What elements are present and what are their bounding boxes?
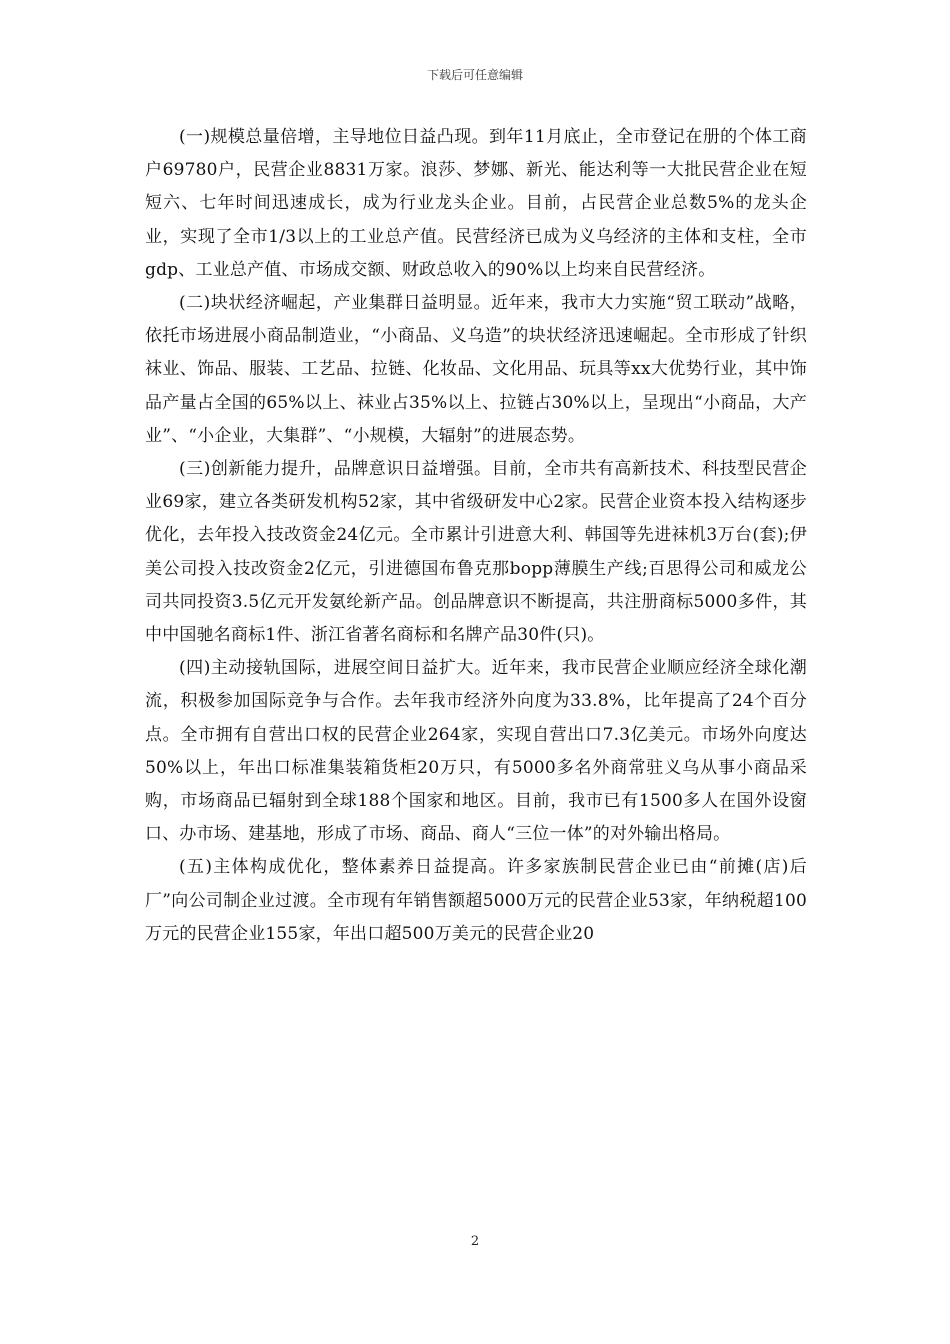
paragraph-5: (五)主体构成优化，整体素养日益提高。许多家族制民营企业已由“前摊(店)后厂”向公司制企业过渡。全市现有年销售额超5000万元的民营企业53家，年纳税超100万元的民营企业155家，年出口超500万美元的民营企业20 [145, 857, 807, 944]
paragraph-1: (一)规模总量倍增，主导地位日益凸现。到年11月底止，全市登记在册的个体工商户69780户，民营企业8831万家。浪莎、梦娜、新光、能达利等一大批民营企业在短短六、七年时间迅速成长，成为行业龙头企业。目前，占民营企业总数5%的龙头企业，实现了全市1/3以上的工业总产值。民营经济已成为义乌经济的主体和支柱，全市gdp、工业总产值、市场成交额、财政总收入的90%以上均来自民营经济。 [145, 127, 807, 280]
paragraph-3: (三)创新能力提升，品牌意识日益增强。目前，全市共有高新技术、科技型民营企业69家，建立各类研发机构52家，其中省级研发中心2家。民营企业资本投入结构逐步优化，去年投入技改资金24亿元。全市累计引进意大利、韩国等先进袜机3万台(套);伊美公司投入技改资金2亿元，引进德国布鲁克那bopp薄膜生产线;百思得公司和威龙公司共同投资3.5亿元开发氨纶新产品。创品牌意识不断提高，共注册商标5000多件，其中中国驰名商标1件、浙江省著名商标和名牌产品30件(只)。 [145, 459, 807, 646]
paragraph-2: (二)块状经济崛起，产业集群日益明显。近年来，我市大力实施“贸工联动”战略，依托市场进展小商品制造业，“小商品、义乌造”的块状经济迅速崛起。全市形成了针织袜业、饰品、服装、工艺品、拉链、化妆品、文化用品、玩具等xx大优势行业，其中饰品产量占全国的65%以上、袜业占35%以上、拉链占30%以上，呈现出“小商品，大产业”、“小企业，大集群”、“小规模，大辐射”的进展态势。 [145, 293, 807, 446]
page-number: 2 [470, 1234, 480, 1249]
paragraph-4: (四)主动接轨国际，进展空间日益扩大。近年来，我市民营企业顺应经济全球化潮流，积极参加国际竞争与合作。去年我市经济外向度为33.8%，比年提高了24个百分点。全市拥有自营出口权的民营企业264家，实现自营出口7.3亿美元。市场外向度达50%以上，年出口标准集装箱货柜20万只，有5000多名外商常驻义乌从事小商品采购，市场商品已辐射到全球188个国家和地区。目前，我市已有1500多人在国外设窗口、办市场、建基地，形成了市场、商品、商人“三位一体”的对外输出格局。 [145, 658, 807, 845]
page-header-note: 下载后可任意编辑 [426, 68, 523, 82]
document-body [145, 121, 807, 951]
